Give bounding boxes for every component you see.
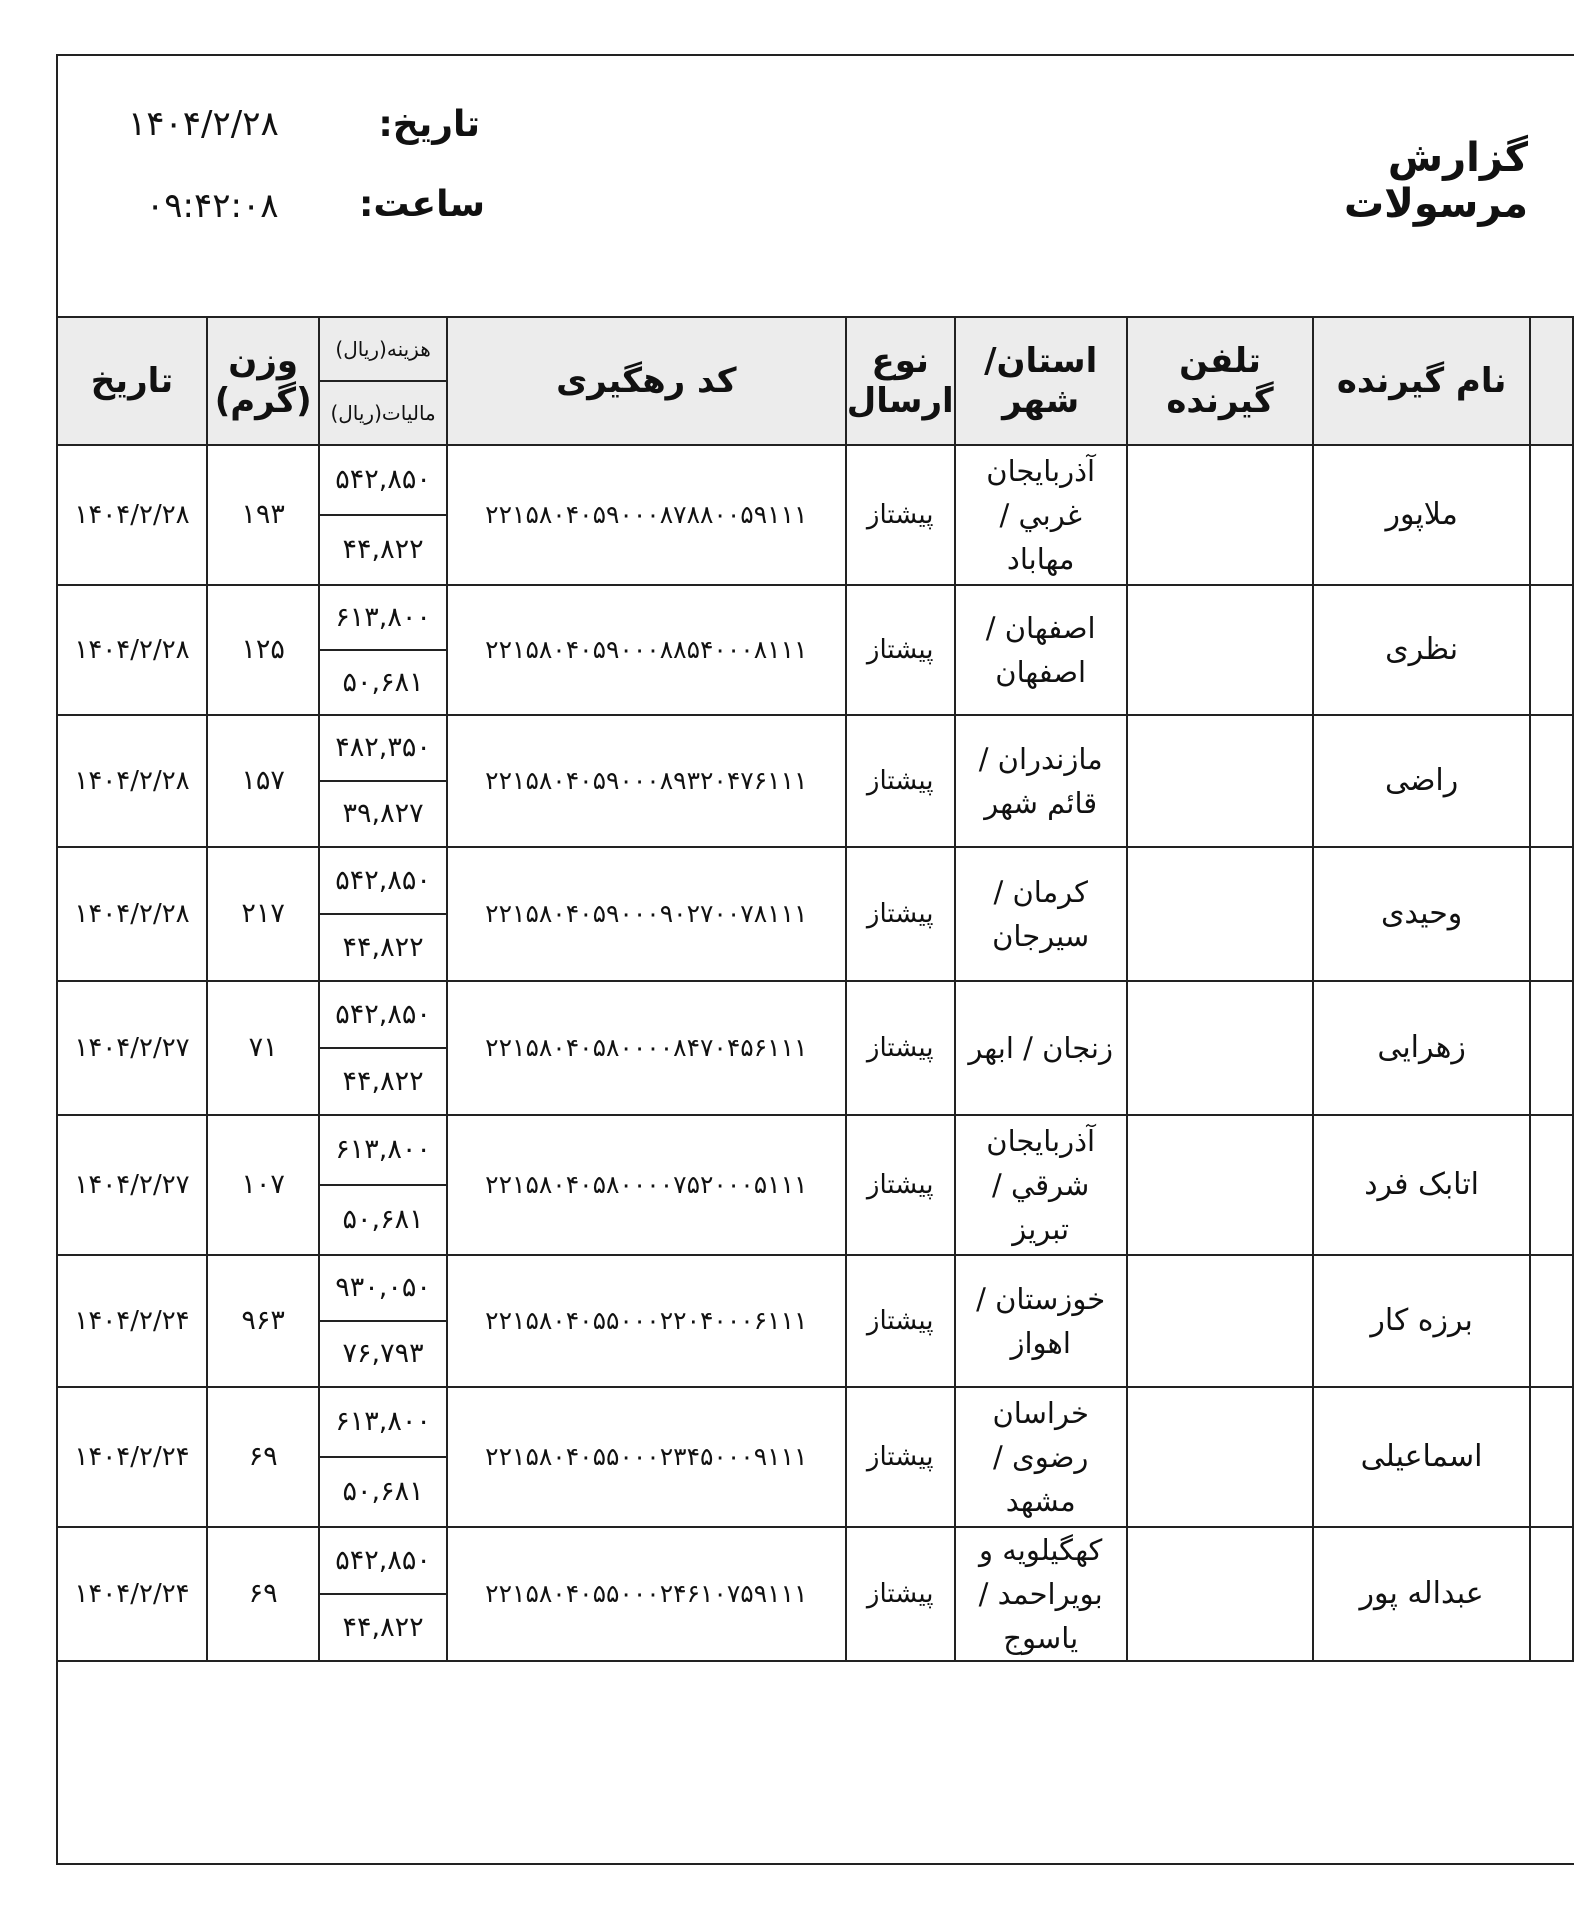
- cell-weight: ۶۹: [207, 1527, 319, 1661]
- cell-recipient: اتابک فرد: [1313, 1115, 1530, 1255]
- cell-cost: ۵۴۲,۸۵۰: [319, 445, 447, 515]
- cell-extra: [1530, 445, 1573, 585]
- date-value: ۱۴۰۴/۲/۲۸: [128, 104, 279, 144]
- cell-tax: ۵۰,۶۸۱: [319, 1457, 447, 1527]
- header-weight: وزن (گرم): [207, 317, 319, 445]
- cell-tax: ۴۴,۸۲۲: [319, 515, 447, 585]
- cell-shipping-type: پیشتاز: [846, 1387, 955, 1527]
- cell-phone: [1127, 1527, 1314, 1661]
- report-title: گزارش مرسولات: [1343, 135, 1528, 227]
- header-recipient: نام گیرنده: [1313, 317, 1530, 445]
- table-row: [57, 445, 1573, 515]
- shipments-table: [56, 316, 1574, 1662]
- cell-tracking-code: ۲۲۱۵۸۰۴۰۵۹۰۰۰۸۹۳۲۰۴۷۶۱۱۱: [447, 715, 846, 847]
- table-row: [57, 847, 1573, 914]
- cell-tax: ۴۴,۸۲۲: [319, 1048, 447, 1115]
- table-row: [57, 1527, 1573, 1594]
- cell-extra: [1530, 1387, 1573, 1527]
- cell-tax: ۵۰,۶۸۱: [319, 650, 447, 715]
- cell-tracking-code: ۲۲۱۵۸۰۴۰۵۹۰۰۰۸۸۵۴۰۰۰۸۱۱۱: [447, 585, 846, 715]
- cell-province-city: زنجان / ابهر: [955, 981, 1127, 1115]
- cell-tracking-code: ۲۲۱۵۸۰۴۰۵۵۰۰۰۲۴۶۱۰۷۵۹۱۱۱: [447, 1527, 846, 1661]
- header-shipping: نوع ارسال: [846, 317, 955, 445]
- cell-weight: ۶۹: [207, 1387, 319, 1527]
- cell-weight: ۱۰۷: [207, 1115, 319, 1255]
- cell-weight: ۹۶۳: [207, 1255, 319, 1387]
- cell-weight: ۱۹۳: [207, 445, 319, 585]
- cell-tracking-code: ۲۲۱۵۸۰۴۰۵۸۰۰۰۰۸۴۷۰۴۵۶۱۱۱: [447, 981, 846, 1115]
- cell-phone: [1127, 715, 1314, 847]
- cell-cost: ۵۴۲,۸۵۰: [319, 981, 447, 1048]
- cell-cost: ۶۱۳,۸۰۰: [319, 585, 447, 650]
- cell-shipping-type: پیشتاز: [846, 1255, 955, 1387]
- cell-shipping-type: پیشتاز: [846, 445, 955, 585]
- cell-recipient: زهرایی: [1313, 981, 1530, 1115]
- header-tracking: کد رهگیری: [447, 317, 846, 445]
- cell-phone: [1127, 847, 1314, 981]
- cell-date: ۱۴۰۴/۲/۲۸: [57, 445, 207, 585]
- cell-tracking-code: ۲۲۱۵۸۰۴۰۵۵۰۰۰۲۲۰۴۰۰۰۶۱۱۱: [447, 1255, 846, 1387]
- cell-shipping-type: پیشتاز: [846, 1115, 955, 1255]
- cell-cost: ۹۳۰,۰۵۰: [319, 1255, 447, 1321]
- cell-weight: ۱۲۵: [207, 585, 319, 715]
- time-value: ۰۹:۴۲:۰۸: [146, 186, 279, 226]
- cell-recipient: اسماعیلی: [1313, 1387, 1530, 1527]
- cell-shipping-type: پیشتاز: [846, 585, 955, 715]
- cell-weight: ۱۵۷: [207, 715, 319, 847]
- cell-cost: ۶۱۳,۸۰۰: [319, 1115, 447, 1185]
- cell-date: ۱۴۰۴/۲/۲۸: [57, 715, 207, 847]
- table-row: [57, 585, 1573, 650]
- cell-tax: ۴۴,۸۲۲: [319, 914, 447, 981]
- cell-tracking-code: ۲۲۱۵۸۰۴۰۵۸۰۰۰۰۷۵۲۰۰۰۵۱۱۱: [447, 1115, 846, 1255]
- cell-recipient: عبداله پور: [1313, 1527, 1530, 1661]
- table-row: [57, 1115, 1573, 1185]
- cell-phone: [1127, 981, 1314, 1115]
- cell-date: ۱۴۰۴/۲/۲۸: [57, 847, 207, 981]
- header-extra: [1530, 317, 1573, 445]
- cell-tax: ۳۹,۸۲۷: [319, 781, 447, 847]
- cell-phone: [1127, 1387, 1314, 1527]
- cell-cost: ۴۸۲,۳۵۰: [319, 715, 447, 781]
- cell-shipping-type: پیشتاز: [846, 1527, 955, 1661]
- header-tax: مالیات(ریال): [319, 381, 447, 445]
- cell-tracking-code: ۲۲۱۵۸۰۴۰۵۵۰۰۰۲۳۴۵۰۰۰۹۱۱۱: [447, 1387, 846, 1527]
- table-row: [57, 1387, 1573, 1457]
- cell-cost: ۵۴۲,۸۵۰: [319, 847, 447, 914]
- cell-extra: [1530, 585, 1573, 715]
- cell-extra: [1530, 1115, 1573, 1255]
- cell-extra: [1530, 1255, 1573, 1387]
- cell-tracking-code: ۲۲۱۵۸۰۴۰۵۹۰۰۰۸۷۸۸۰۰۵۹۱۱۱: [447, 445, 846, 585]
- date-label: تاریخ:: [378, 104, 480, 145]
- cell-recipient: راضی: [1313, 715, 1530, 847]
- cell-phone: [1127, 585, 1314, 715]
- cell-recipient: وحیدی: [1313, 847, 1530, 981]
- header-date: تاریخ: [57, 317, 207, 445]
- cell-extra: [1530, 847, 1573, 981]
- cell-date: ۱۴۰۴/۲/۲۴: [57, 1255, 207, 1387]
- cell-phone: [1127, 1115, 1314, 1255]
- cell-tax: ۷۶,۷۹۳: [319, 1321, 447, 1387]
- header-cost: هزینه(ریال): [319, 317, 447, 381]
- cell-tax: ۵۰,۶۸۱: [319, 1185, 447, 1255]
- cell-weight: ۷۱: [207, 981, 319, 1115]
- table-row: [57, 1255, 1573, 1321]
- cell-shipping-type: پیشتاز: [846, 847, 955, 981]
- cell-weight: ۲۱۷: [207, 847, 319, 981]
- table-row: [57, 981, 1573, 1048]
- cell-phone: [1127, 1255, 1314, 1387]
- time-label: ساعت:: [358, 184, 485, 225]
- cell-phone: [1127, 445, 1314, 585]
- cell-province-city: اصفهان / اصفهان: [955, 585, 1127, 715]
- cell-shipping-type: پیشتاز: [846, 715, 955, 847]
- cell-cost: ۵۴۲,۸۵۰: [319, 1527, 447, 1594]
- cell-province-city: آذربايجان غربي / مهاباد: [955, 445, 1127, 585]
- cell-recipient: برزه کار: [1313, 1255, 1530, 1387]
- cell-province-city: کرمان / سیرجان: [955, 847, 1127, 981]
- cell-cost: ۶۱۳,۸۰۰: [319, 1387, 447, 1457]
- table-row: [57, 715, 1573, 781]
- table-header-row: [57, 317, 1573, 381]
- header-province: استان/ شهر: [955, 317, 1127, 445]
- cell-tracking-code: ۲۲۱۵۸۰۴۰۵۹۰۰۰۹۰۲۷۰۰۷۸۱۱۱: [447, 847, 846, 981]
- cell-extra: [1530, 1527, 1573, 1661]
- cell-date: ۱۴۰۴/۲/۲۸: [57, 585, 207, 715]
- cell-tax: ۴۴,۸۲۲: [319, 1594, 447, 1661]
- cell-date: ۱۴۰۴/۲/۲۴: [57, 1527, 207, 1661]
- cell-date: ۱۴۰۴/۲/۲۷: [57, 981, 207, 1115]
- cell-shipping-type: پیشتاز: [846, 981, 955, 1115]
- cell-date: ۱۴۰۴/۲/۲۷: [57, 1115, 207, 1255]
- cell-recipient: نظری: [1313, 585, 1530, 715]
- cell-extra: [1530, 715, 1573, 847]
- cell-extra: [1530, 981, 1573, 1115]
- cell-province-city: خوزستان / اهواز: [955, 1255, 1127, 1387]
- cell-province-city: خراسان رضوی / مشهد: [955, 1387, 1127, 1527]
- cell-recipient: ملاپور: [1313, 445, 1530, 585]
- cell-date: ۱۴۰۴/۲/۲۴: [57, 1387, 207, 1527]
- cell-province-city: کهگیلویه و بویراحمد / یاسوج: [955, 1527, 1127, 1661]
- header-phone: تلفن گیرنده: [1127, 317, 1314, 445]
- cell-province-city: مازندران / قائم شهر: [955, 715, 1127, 847]
- cell-province-city: آذربايجان شرقي / تبريز: [955, 1115, 1127, 1255]
